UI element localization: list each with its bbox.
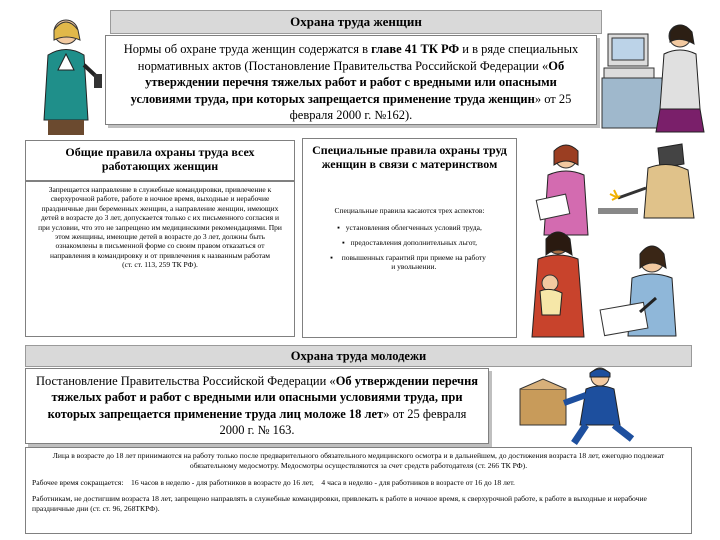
top-title-bar — [110, 10, 602, 34]
right-rules-heading: Специальные правила охраны труд женщин в связи с материнством — [312, 143, 507, 172]
intro-text-1: Нормы об охране труда женщин содержатся в — [123, 42, 372, 56]
youth-intro-box — [25, 368, 489, 444]
bottom-text-box — [25, 447, 692, 534]
left-rules-box — [25, 140, 295, 181]
right-bullet-2 — [309, 238, 510, 247]
intro-bold-1: главе 41 ТК РФ — [371, 42, 460, 56]
woman-writing-illustration — [596, 232, 714, 342]
intro-text-2: и в ряде специальных нормативных актов (Постановление Правительства Российской Федерации « — [137, 42, 579, 73]
bullet-text: предоставления дополнительных льгот, — [350, 238, 478, 248]
left-rules-body — [25, 181, 295, 337]
youth-title: Охрана труда молодежи — [290, 348, 427, 363]
bullet-text: повышенных гарантий при приеме на работу и увольнении. — [341, 253, 486, 272]
youth-text-2: » от 25 февраля 2000 г. № 163. — [219, 406, 467, 437]
bullet-icon: ▪ — [341, 238, 345, 248]
courier-box-illustration — [500, 365, 680, 445]
top-title: Охрана труда женщин — [290, 14, 422, 29]
youth-title-bar — [25, 345, 692, 367]
mother-child-illustration — [520, 225, 595, 343]
bottom-para-3: Работникам, не достигшим возраста 18 лет, запрещено направлять в служебные командировки, привлекать к работе в ночное время, к сверхурочной работе, к работе в выходные и нерабочие праздничные дни (ст. ст. 96, 268ТКРФ). — [32, 493, 647, 513]
bullet-icon: ▪ — [330, 253, 333, 263]
left-rules-heading: Общие правила охраны труда всех работающих женщин — [65, 145, 255, 174]
right-rules-intro: Специальные правила касаются трех аспектов: — [334, 205, 485, 215]
intro-bold-2: Об утверждении перечня тяжелых работ и работ с вредными или опасными условиями труда, при которых запрещается применение труда женщин — [130, 58, 565, 106]
bottom-para-2: Рабочее время сокращается: 16 часов в неделю - для работников в возрасте до 16 лет, 4 часа в неделю - для работников в возрасте от 16 до 18 лет. — [32, 477, 515, 487]
intro-text-3: » от 25 февраля 2000 г. №162). — [289, 91, 572, 122]
youth-bold-1: Об утверждении перечня тяжелых работ и работ с вредными или опасными условиями труда, при которых запрещается применение труда лиц моложе 18 лет — [47, 374, 479, 421]
welder-illustration — [598, 138, 710, 228]
woman-phone-illustration — [28, 10, 104, 135]
woman-computer-illustration — [600, 14, 712, 134]
bullet-text: установления облегченных условий труда, — [345, 223, 482, 233]
right-rules-box — [302, 138, 517, 338]
right-bullet-1 — [309, 223, 510, 232]
left-rules-ref: (ст. ст. 113, 259 ТК РФ). — [122, 260, 198, 269]
right-bullet-3 — [309, 253, 510, 271]
bullet-icon: ▪ — [337, 223, 340, 233]
youth-text-1: Постановление Правительства Российской Федерации « — [35, 374, 336, 388]
bottom-para-1: Лица в возрасте до 18 лет принимаются на работу только после предварительного обязательного медицинского осмотра и в дальнейшем, до достижения возраста 18 лет, ежегодно подлежат обязательному медосмотру. Медосмотры осуществляются за счет средств работодателя (ст. 266 ТК РФ). — [52, 451, 665, 471]
left-rules-text: Запрещается направление в служебные командировки, привлечение к сверхурочной работе, работе в ночное время, выходные и нерабочие праздничные дни беременных женщин, а направление женщин, имеющих детей в возрасте до 3 лет, допускается только с их письменного согласия и при условии, что это не запрещено им медицинскими рекомендациями. При этом женщины, имеющие детей в возрасте до 3 лет, должны быть ознакомлены в письменной форме со своим правом отказаться от направления в командировку и от привлечения к названным работам — [38, 185, 282, 260]
intro-box — [105, 35, 597, 125]
